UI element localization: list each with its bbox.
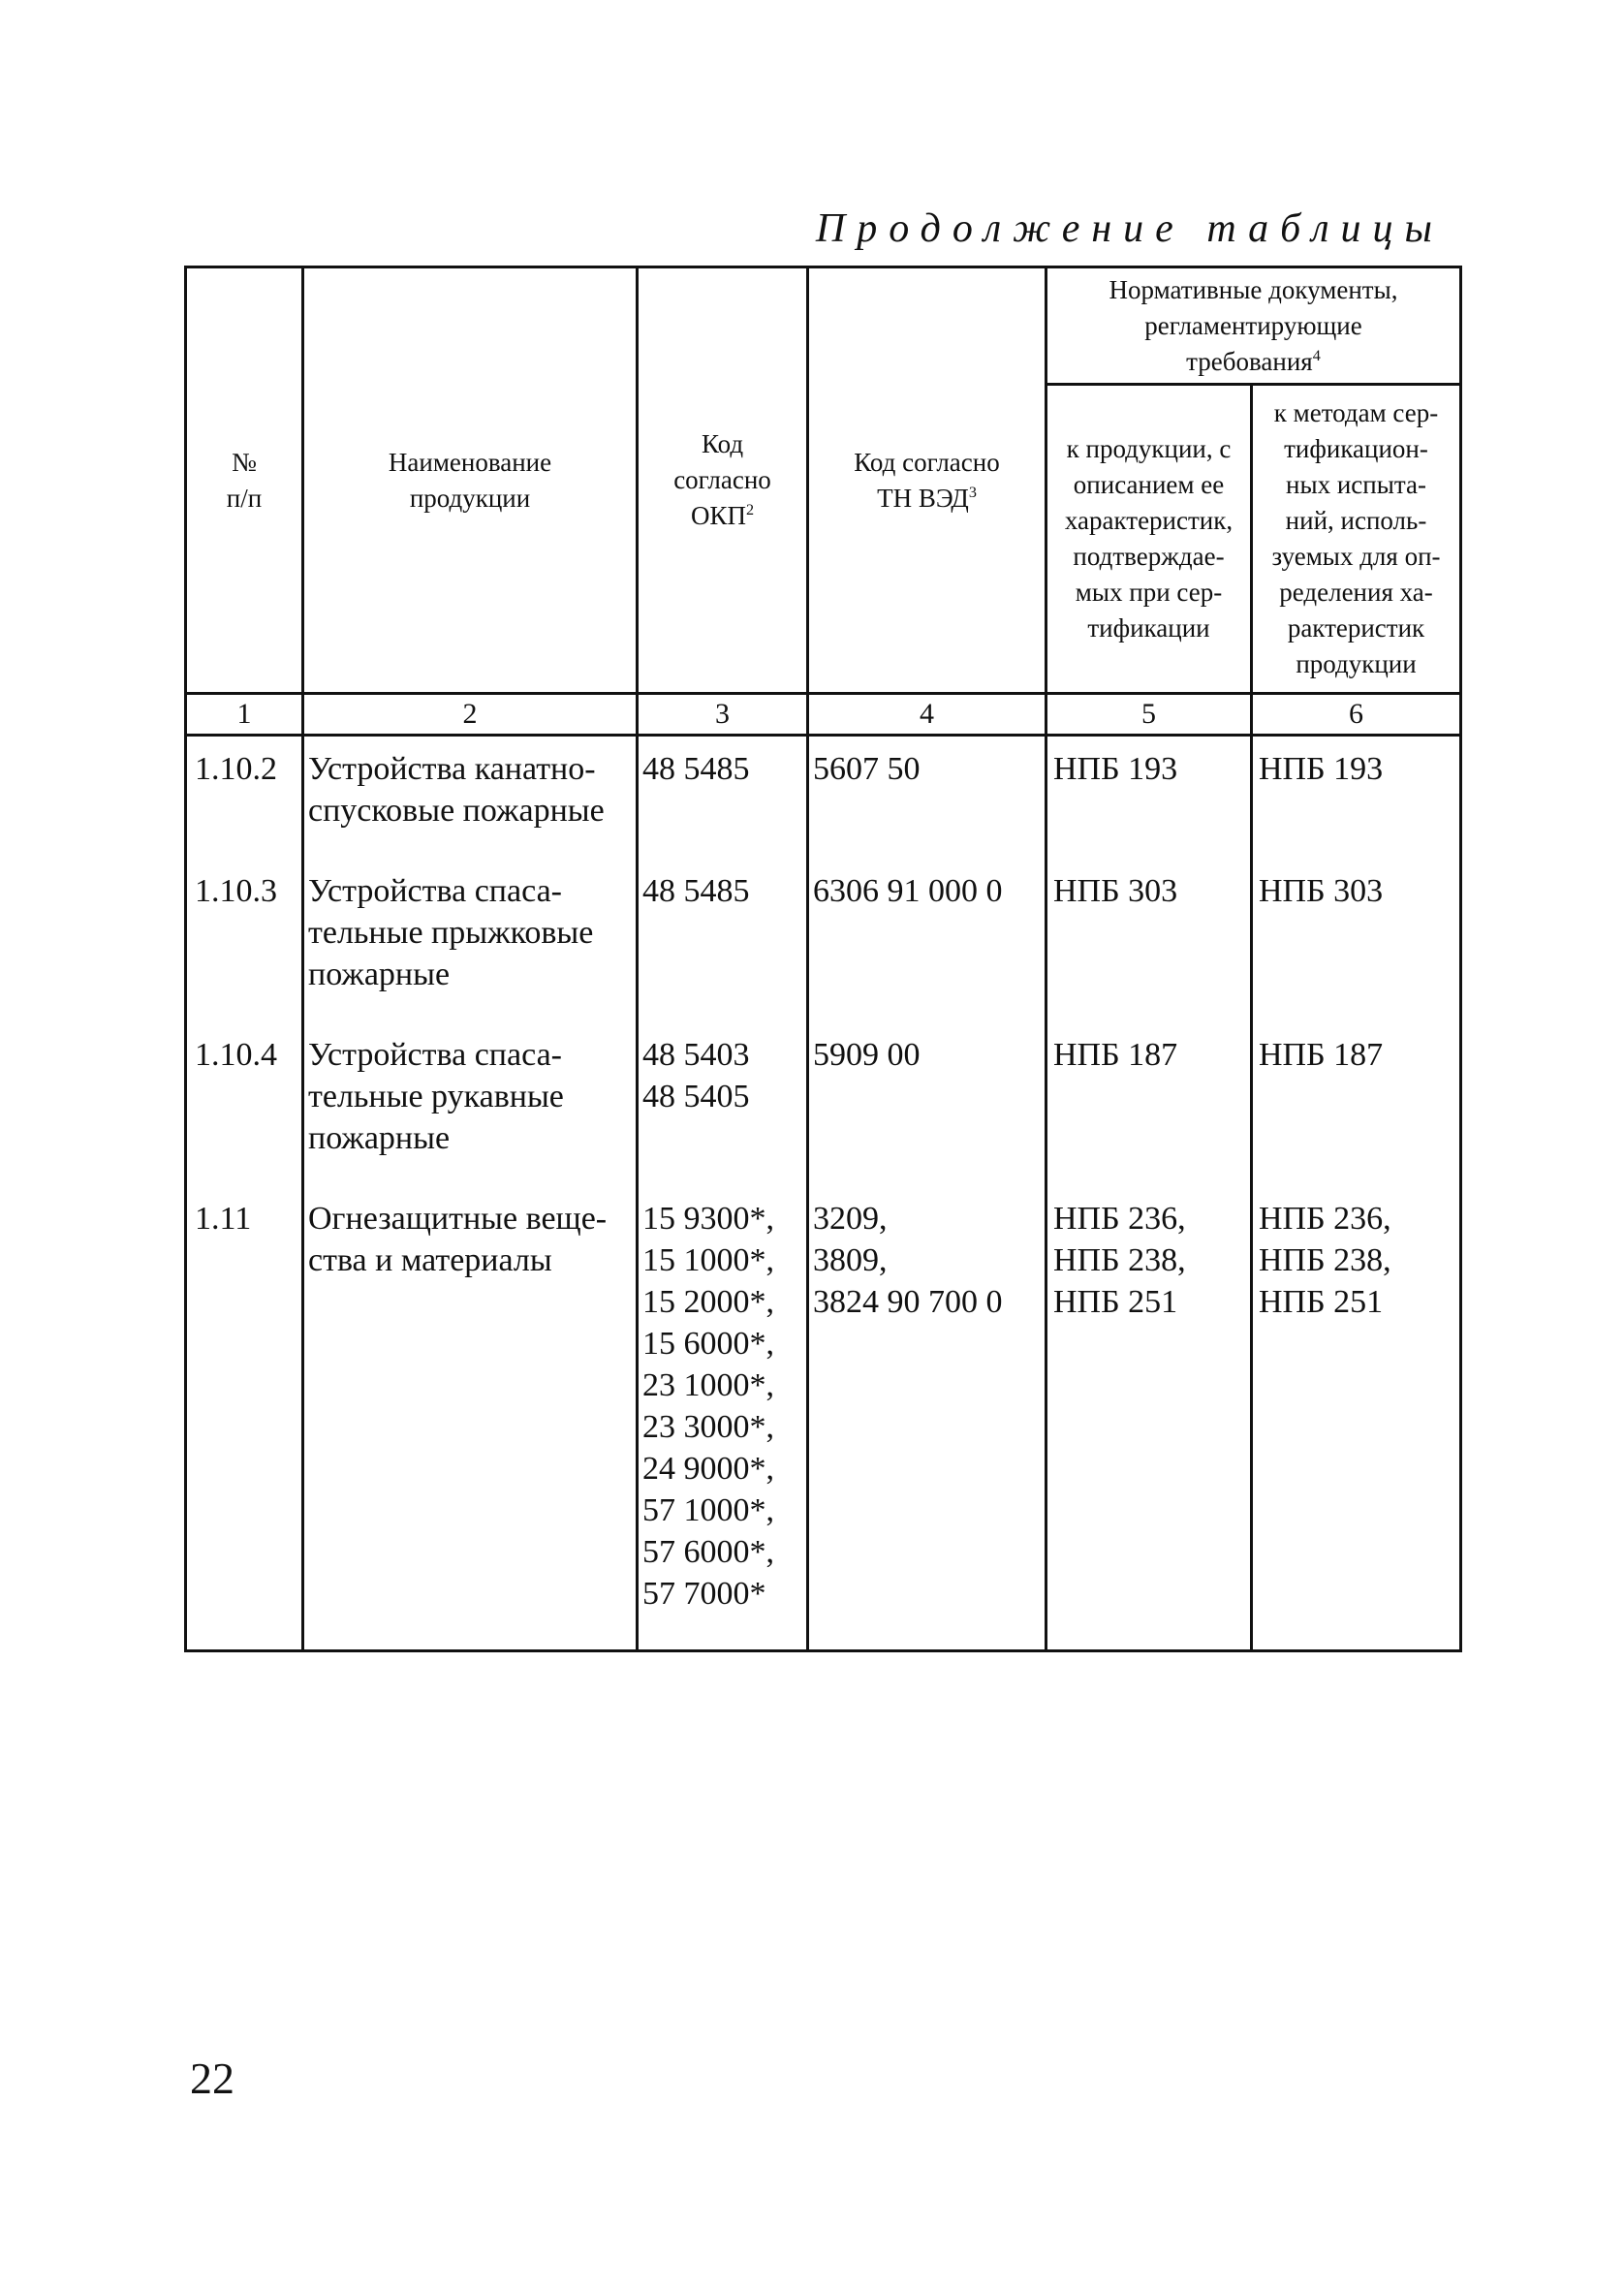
tnved-code: 5607 50 [808,736,1046,860]
tnved-code: 5909 00 [808,1022,1046,1186]
product-requirements-doc: НПБ 187 [1046,1022,1252,1186]
column-number: 5 [1046,694,1252,736]
page-number: 22 [190,2054,234,2103]
column-number: 1 [186,694,303,736]
table-row [186,736,1461,860]
product-name: Устройства спаса- тельные прыжковые пожарные [303,859,638,1022]
table-row [186,1022,1461,1186]
table-continuation-label: Продолжение таблицы [815,206,1444,251]
row-number: 1.10.2 [186,736,303,860]
product-requirements-doc: НПБ 303 [1046,859,1252,1022]
column-number: 2 [303,694,638,736]
product-name: Устройства спаса- тельные рукавные пожарные [303,1022,638,1186]
column-number: 6 [1252,694,1461,736]
header-tnved-code: Код согласно ТН ВЭД$^3$ [808,267,1046,694]
header-product-requirements: к продукции, с описанием ее характеристик, подтверждае- мых при сер- тификации [1046,385,1252,694]
row-number: 1.10.3 [186,859,303,1022]
header-normative-documents: Нормативные документы, регламентирующие требования$^4$ [1046,267,1461,385]
header-row-number: № п/п [186,267,303,694]
product-requirements-doc: НПБ 193 [1046,736,1252,860]
okp-code: 48 5403 48 5405 [638,1022,808,1186]
product-name: Устройства канатно- спусковые пожарные [303,736,638,860]
column-number: 4 [808,694,1046,736]
okp-code: 48 5485 [638,736,808,860]
header-okp-code: Код согласно ОКП$^2$ [638,267,808,694]
certification-table [184,266,1462,1652]
product-name: Огнезащитные веще- ства и материалы [303,1186,638,1651]
product-requirements-doc: НПБ 236, НПБ 238, НПБ 251 [1046,1186,1252,1651]
test-methods-doc: НПБ 236, НПБ 238, НПБ 251 [1252,1186,1461,1651]
okp-code: 15 9300*, 15 1000*, 15 2000*, 15 6000*, 23 1000*, 23 3000*, 24 9000*, 57 1000*, 57 6000*, 57 7000* [638,1186,808,1651]
row-number: 1.11 [186,1186,303,1651]
header-product-name: Наименование продукции [303,267,638,694]
table-row [186,1186,1461,1651]
row-number: 1.10.4 [186,1022,303,1186]
column-number: 3 [638,694,808,736]
test-methods-doc: НПБ 303 [1252,859,1461,1022]
tnved-code: 6306 91 000 0 [808,859,1046,1022]
column-number-row [186,694,1461,736]
tnved-code: 3209, 3809, 3824 90 700 0 [808,1186,1046,1651]
test-methods-doc: НПБ 193 [1252,736,1461,860]
table-row [186,859,1461,1022]
test-methods-doc: НПБ 187 [1252,1022,1461,1186]
okp-code: 48 5485 [638,859,808,1022]
header-test-methods: к методам сер- тификацион- ных испыта- ний, исполь- зуемых для оп- ределения ха- рактеристик продукции [1252,385,1461,694]
